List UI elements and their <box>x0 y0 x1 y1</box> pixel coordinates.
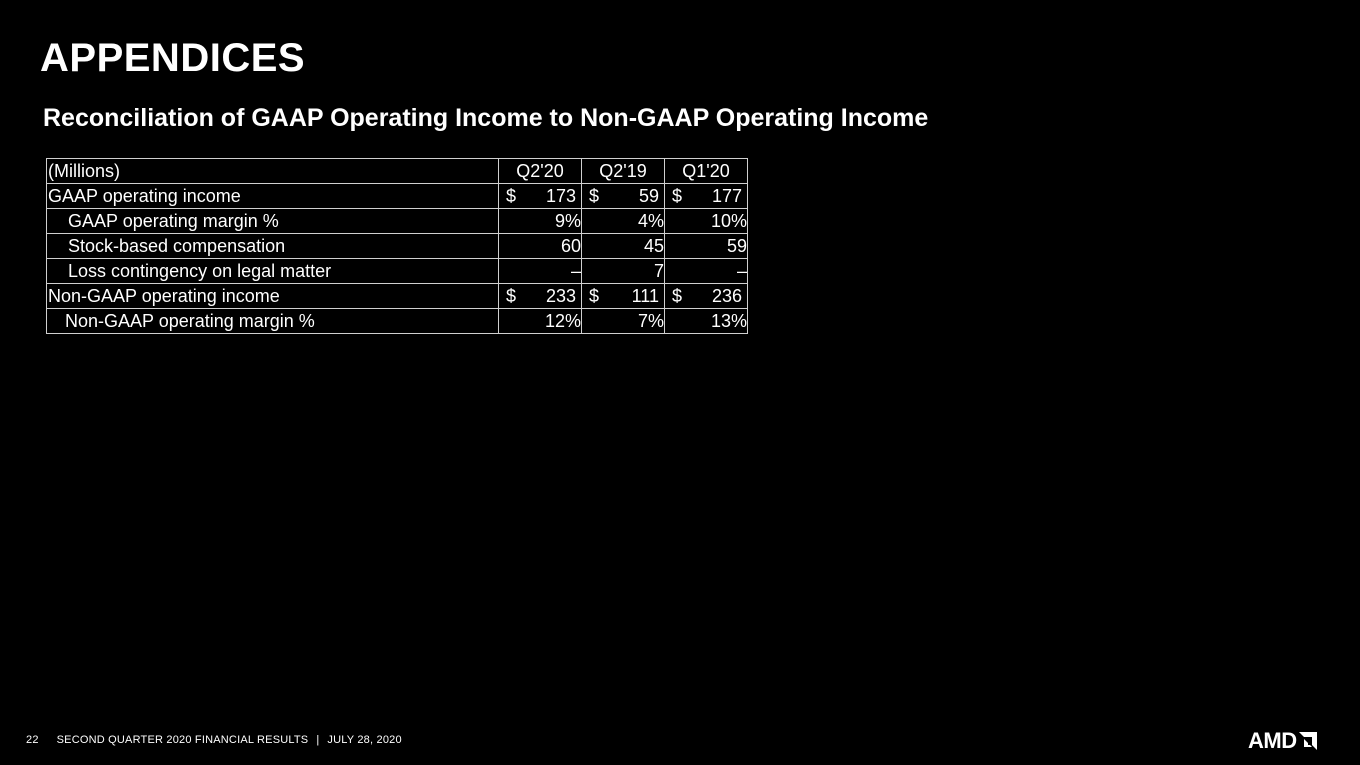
slide-footer <box>26 734 402 746</box>
table-row <box>47 309 748 334</box>
amd-arrow-icon <box>1299 732 1317 750</box>
value-cell <box>582 284 665 309</box>
value-cell: – <box>665 259 748 284</box>
row-label-cell <box>47 234 499 259</box>
header-col-q2-20: Q2'20 <box>499 159 582 184</box>
footer-title: SECOND QUARTER 2020 FINANCIAL RESULTS <box>56 734 309 746</box>
header-col-q2-19: Q2'19 <box>582 159 665 184</box>
value-cell: 60 <box>499 234 582 259</box>
value-cell: 45 <box>582 234 665 259</box>
row-label-cell <box>47 284 499 309</box>
row-label-cell <box>47 309 499 334</box>
table-row <box>47 184 748 209</box>
table-row <box>47 209 748 234</box>
currency-symbol: $ <box>672 286 683 306</box>
header-col-q1-20: Q1'20 <box>665 159 748 184</box>
table-header-row <box>47 159 748 184</box>
footer-separator: | <box>316 734 320 746</box>
value-cell: 7% <box>582 309 665 334</box>
footer-date: JULY 28, 2020 <box>327 734 402 746</box>
amd-logo <box>1248 728 1317 754</box>
row-label: GAAP operating income <box>48 186 241 206</box>
row-label: Stock-based compensation <box>68 236 286 256</box>
currency-symbol: $ <box>672 186 683 206</box>
value-cell: 13% <box>665 309 748 334</box>
logo-text: AMD <box>1248 728 1297 753</box>
cell-value: 111 <box>631 286 659 306</box>
row-label: GAAP operating margin % <box>68 211 279 231</box>
row-label-cell <box>47 259 499 284</box>
value-cell: 12% <box>499 309 582 334</box>
value-cell <box>499 184 582 209</box>
value-cell <box>499 284 582 309</box>
slide-title: APPENDICES <box>40 36 306 80</box>
cell-value: 236 <box>711 286 742 306</box>
cell-value: 59 <box>638 186 659 206</box>
table-row <box>47 259 748 284</box>
value-cell: 4% <box>582 209 665 234</box>
value-cell <box>665 284 748 309</box>
row-label-cell <box>47 184 499 209</box>
row-label-cell <box>47 209 499 234</box>
value-cell <box>665 184 748 209</box>
page-number: 22 <box>26 734 39 746</box>
currency-symbol: $ <box>589 186 600 206</box>
row-label: Loss contingency on legal matter <box>68 261 332 281</box>
currency-symbol: $ <box>506 186 517 206</box>
value-cell <box>582 184 665 209</box>
value-cell: 10% <box>665 209 748 234</box>
cell-value: 177 <box>711 186 742 206</box>
header-label: (Millions) <box>48 161 120 181</box>
cell-value: 173 <box>545 186 576 206</box>
currency-symbol: $ <box>506 286 517 306</box>
reconciliation-table <box>46 158 748 334</box>
slide-subtitle: Reconciliation of GAAP Operating Income to Non-GAAP Operating Income <box>43 104 929 132</box>
cell-value: 233 <box>545 286 576 306</box>
value-cell: 9% <box>499 209 582 234</box>
row-label: Non-GAAP operating margin % <box>65 311 315 331</box>
currency-symbol: $ <box>589 286 600 306</box>
table-row <box>47 284 748 309</box>
table-row <box>47 234 748 259</box>
value-cell: – <box>499 259 582 284</box>
header-label-cell <box>47 159 499 184</box>
row-label: Non-GAAP operating income <box>48 286 280 306</box>
value-cell: 59 <box>665 234 748 259</box>
value-cell: 7 <box>582 259 665 284</box>
